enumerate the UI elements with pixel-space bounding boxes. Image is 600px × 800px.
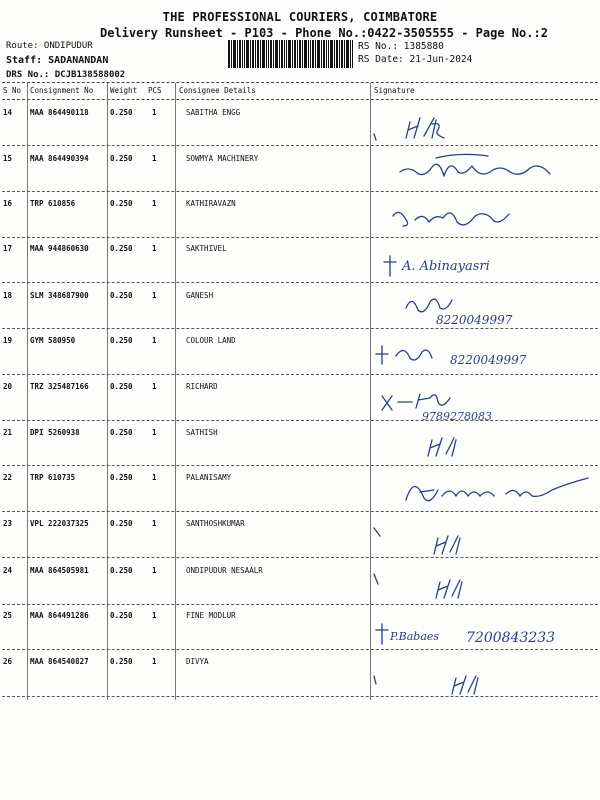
col-header-sno: S No: [3, 86, 22, 95]
cell-weight: 0.250: [110, 382, 133, 391]
row-divider: [2, 696, 598, 697]
cell-pcs: 1: [152, 199, 157, 208]
row-divider: [2, 557, 598, 558]
svg-text:7200843233: 7200843233: [466, 630, 556, 646]
cell-consignee: KATHIRAVAZN: [186, 199, 236, 208]
cell-weight: 0.250: [110, 566, 133, 575]
column-divider: [370, 83, 371, 700]
row-divider: [2, 191, 598, 192]
header-top-rule: [2, 82, 598, 83]
cell-pcs: 1: [152, 473, 157, 482]
cell-weight: 0.250: [110, 473, 133, 482]
column-divider: [175, 83, 176, 700]
row-divider: [2, 465, 598, 466]
signature-image: [380, 244, 540, 284]
cell-sno: 14: [3, 108, 13, 117]
cell-consignment: DPI 5260938: [30, 428, 80, 437]
row-divider: [2, 237, 598, 238]
runsheet-subtitle: Delivery Runsheet - P103 - Phone No.:0422-3505555 - Page No.:2: [100, 26, 548, 40]
cell-consignment: TRP 610735: [30, 473, 76, 482]
cell-consignment: SLM 348687900: [30, 291, 89, 300]
svg-text:9789278083: 9789278083: [422, 410, 492, 423]
cell-pcs: 1: [152, 244, 157, 253]
signature-image: [372, 424, 462, 464]
svg-text:A. Abinayasri: A. Abinayasri: [402, 259, 490, 274]
cell-sno: 24: [3, 566, 13, 575]
cell-weight: 0.250: [110, 611, 133, 620]
signature-image: [400, 286, 560, 328]
cell-consignee: SOWMYA MACHINERY: [186, 154, 259, 163]
cell-sno: 23: [3, 519, 13, 528]
route-label: Route: ONDIPUDUR: [6, 41, 93, 51]
svg-text:8220049997: 8220049997: [436, 313, 513, 327]
column-divider: [107, 83, 108, 700]
svg-text:8220049997: 8220049997: [450, 353, 527, 367]
cell-pcs: 1: [152, 336, 157, 345]
barcode-image: [228, 40, 353, 68]
cell-consignee: SABITHA ENGG: [186, 108, 241, 117]
cell-consignment: TRZ 325487166: [30, 382, 89, 391]
col-header-consignee: Consignee Details: [179, 86, 256, 95]
cell-weight: 0.250: [110, 336, 133, 345]
cell-consignee: SATHISH: [186, 428, 218, 437]
cell-consignee: ONDIPUDUR NESAALR: [186, 566, 263, 575]
cell-consignment: MAA 864540827: [30, 657, 89, 666]
cell-consignment: GYM 580950: [30, 336, 76, 345]
row-divider: [2, 374, 598, 375]
cell-consignment: TRP 610856: [30, 199, 76, 208]
cell-sno: 16: [3, 199, 13, 208]
cell-sno: 15: [3, 154, 13, 163]
signature-image: [376, 380, 556, 424]
cell-sno: 19: [3, 336, 13, 345]
rs-number: RS No.: 1385880: [358, 41, 444, 52]
signature-image: [372, 516, 492, 558]
column-divider: [27, 83, 28, 700]
col-header-pcs: PCS: [148, 86, 162, 95]
cell-pcs: 1: [152, 291, 157, 300]
cell-pcs: 1: [152, 108, 157, 117]
cell-consignee: SANTHOSHKUMAR: [186, 519, 245, 528]
cell-consignment: MAA 864505981: [30, 566, 89, 575]
cell-weight: 0.250: [110, 199, 133, 208]
cell-pcs: 1: [152, 566, 157, 575]
cell-consignee: FINE MODLUR: [186, 611, 236, 620]
cell-consignee: RICHARD: [186, 382, 218, 391]
col-header-signature: Signature: [374, 86, 415, 95]
drs-number: DRS No.: DCJB138588002: [6, 70, 126, 80]
cell-weight: 0.250: [110, 291, 133, 300]
cell-consignment: MAA 864490118: [30, 108, 89, 117]
cell-sno: 22: [3, 473, 13, 482]
cell-consignment: MAA 864491286: [30, 611, 89, 620]
cell-pcs: 1: [152, 611, 157, 620]
signature-image: [372, 656, 492, 698]
cell-sno: 25: [3, 611, 13, 620]
cell-sno: 26: [3, 657, 13, 666]
signature-image: [385, 196, 525, 236]
cell-consignment: MAA 944860630: [30, 244, 89, 253]
cell-pcs: 1: [152, 519, 157, 528]
row-divider: [2, 145, 598, 146]
cell-sno: 21: [3, 428, 13, 437]
cell-consignee: COLOUR LAND: [186, 336, 236, 345]
row-divider: [2, 604, 598, 605]
cell-sno: 17: [3, 244, 13, 253]
cell-consignment: MAA 864490394: [30, 154, 89, 163]
cell-consignee: PALANISAMY: [186, 473, 232, 482]
signature-image: [372, 334, 552, 374]
document-title: THE PROFESSIONAL COURIERS, COIMBATORE: [162, 10, 438, 24]
rs-date: RS Date: 21-Jun-2024: [358, 54, 473, 65]
cell-pcs: 1: [152, 657, 157, 666]
cell-pcs: 1: [152, 154, 157, 163]
signature-image: [372, 612, 592, 652]
cell-weight: 0.250: [110, 428, 133, 437]
cell-weight: 0.250: [110, 657, 133, 666]
signature-image: [380, 470, 595, 512]
cell-consignment: VPL 222037325: [30, 519, 89, 528]
cell-weight: 0.250: [110, 108, 133, 117]
col-header-weight: Weight: [110, 86, 138, 95]
col-header-consignment: Consignment No: [30, 86, 94, 95]
cell-weight: 0.250: [110, 519, 133, 528]
cell-consignee: DIVYA: [186, 657, 209, 666]
cell-consignee: SAKTHIVEL: [186, 244, 227, 253]
signature-image: [372, 562, 492, 604]
staff-label: Staff: SADANANDAN: [6, 55, 109, 66]
signature-image: [380, 148, 560, 190]
cell-pcs: 1: [152, 382, 157, 391]
svg-text:P.Babaes: P.Babaes: [390, 630, 440, 643]
cell-pcs: 1: [152, 428, 157, 437]
cell-weight: 0.250: [110, 244, 133, 253]
row-divider: [2, 328, 598, 329]
cell-sno: 18: [3, 291, 13, 300]
cell-sno: 20: [3, 382, 13, 391]
signature-image: [372, 108, 462, 148]
header-bottom-rule: [2, 99, 598, 100]
cell-consignee: GANESH: [186, 291, 214, 300]
cell-weight: 0.250: [110, 154, 133, 163]
